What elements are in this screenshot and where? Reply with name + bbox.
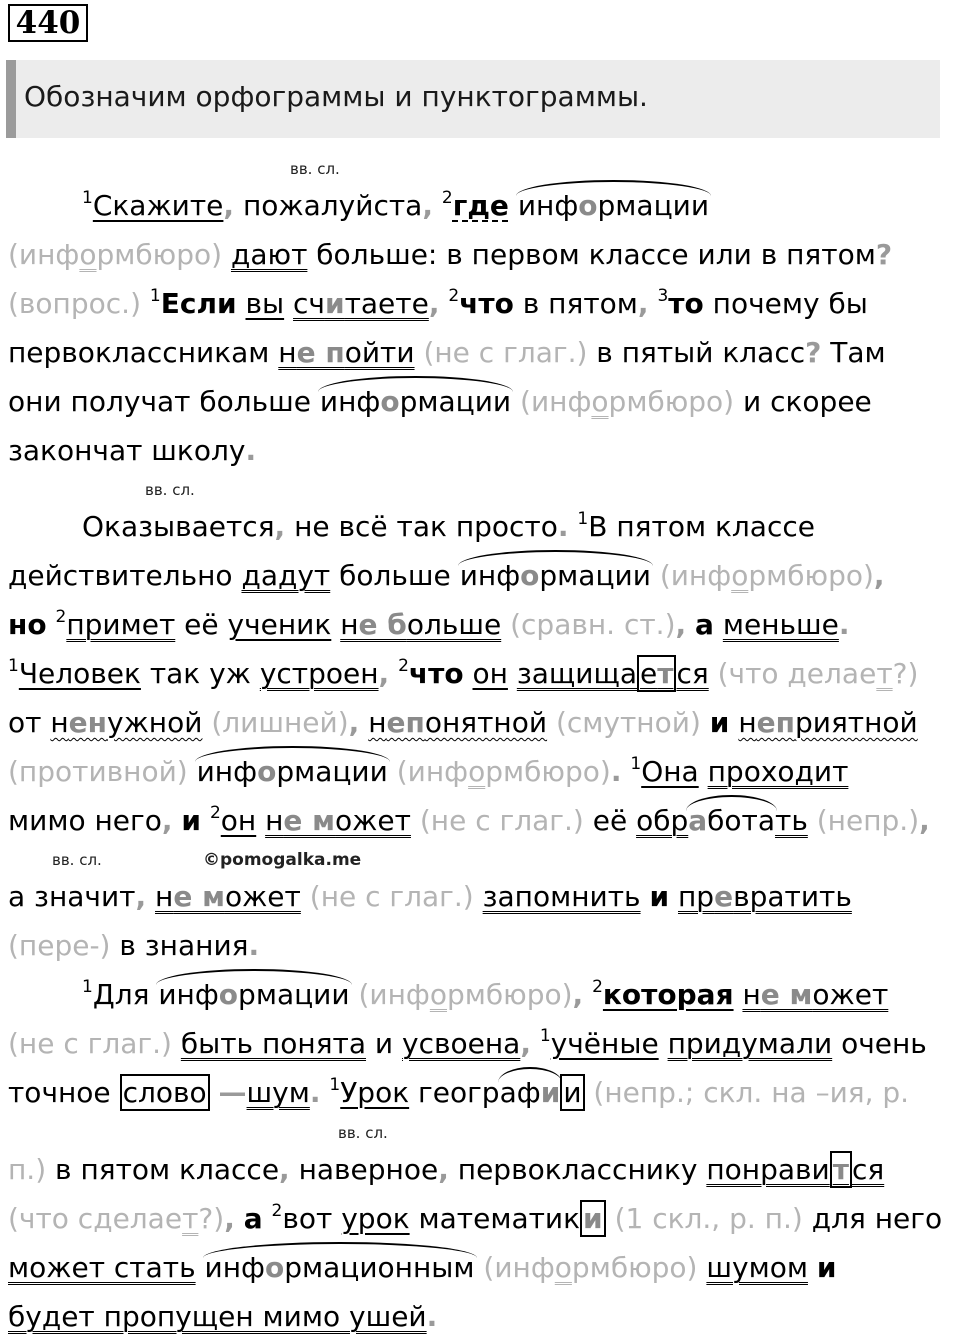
text-line-2: (информбюро) дают больше: в первом классе или в пятом?: [8, 238, 893, 271]
text-line-21: может стать информационным (информбюро) шумом и: [8, 1248, 837, 1288]
task-instruction: Обозначим орфограммы и пунктограммы.: [24, 80, 648, 113]
text-line-8: действительно дадут больше информации (информбюро),: [8, 556, 885, 596]
exercise-number: 440: [8, 4, 88, 42]
text-line-3: (вопрос.) $^1$Если вы считаете, $^2$что в пятом, $^3$то почему бы: [8, 285, 868, 320]
text-line-1: $^1$Скажите, пожалуйста, $^2$где информации: [82, 186, 709, 226]
text-line-10: $^1$Человек так уж устроен, $^2$что он защища ет ся (что делает?): [8, 655, 919, 690]
text-line-6: закончат школу.: [8, 434, 257, 467]
intro-word-note: вв. сл.: [145, 481, 195, 499]
text-line-5: они получат больше информации (информбюро) и скорее: [8, 382, 872, 422]
text-line-17: (не с глаг.) быть понята и усвоена, $^1$учёные придумали очень: [8, 1025, 927, 1060]
intro-word-note: вв. сл.: [52, 851, 102, 869]
text-line-20: (что сделает?), а $^2$вот урок математик и (1 скл., р. п.) для него: [8, 1200, 943, 1235]
text-line-18: точное слово —шум. $^1$Урок географи и (непр.; скл. на –ия, р.: [8, 1073, 909, 1113]
text-line-11: от ненужной (лишней), непонятной (смутной) и неприятной: [8, 706, 918, 739]
intro-word-note: вв. сл.: [290, 160, 340, 178]
text-line-4: первоклассникам не пойти (не с глаг.) в пятый класс? Там: [8, 336, 886, 369]
text-line-19: п.) в пятом классе, наверное, первокласснику понрави т ся: [8, 1153, 885, 1186]
text-line-7: Оказывается, не всё так просто. $^1$В пятом классе: [82, 508, 815, 543]
intro-word-note: вв. сл.: [338, 1124, 388, 1142]
text-line-13: мимо него, и $^2$он не может (не с глаг.) её обработать (непр.),: [8, 801, 930, 841]
task-header: [6, 60, 940, 138]
text-line-22: будет пропущен мимо ушей.: [8, 1300, 438, 1333]
text-line-14: а значит, не может (не с глаг.) запомнить и превратить: [8, 880, 852, 913]
text-line-9: но $^2$примет её ученик не больше (сравн. ст.), а меньше.: [8, 606, 850, 641]
text-line-16: $^1$Для информации (информбюро), $^2$которая не может: [82, 975, 888, 1015]
text-line-15: (пере-) в знания.: [8, 929, 260, 962]
watermark: ©pomogalka.me: [203, 850, 362, 870]
text-line-12: (противной) информации (информбюро). $^1$Она проходит: [8, 752, 848, 792]
